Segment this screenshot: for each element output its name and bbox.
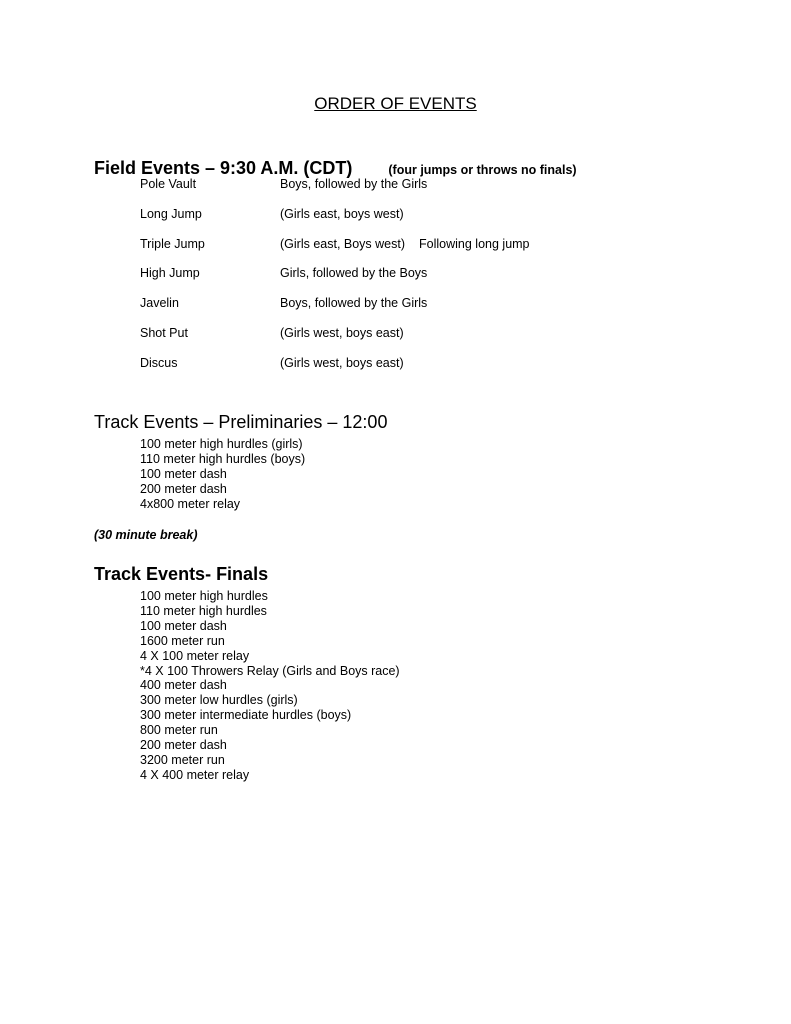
track-prelims-list bbox=[140, 437, 305, 512]
prelim-event-item: 110 meter high hurdles (boys) bbox=[140, 451, 306, 466]
final-event-item: 3200 meter run bbox=[140, 752, 225, 767]
field-event-name: High Jump bbox=[140, 266, 200, 281]
prelim-event-item: 100 meter dash bbox=[140, 466, 227, 481]
field-event-detail: (Girls west, boys east) bbox=[280, 355, 404, 370]
field-event-row bbox=[140, 205, 530, 235]
prelim-event-item: 200 meter dash bbox=[140, 481, 227, 496]
field-event-row bbox=[140, 354, 530, 384]
field-event-row bbox=[140, 175, 530, 205]
final-event-item: 400 meter dash bbox=[140, 678, 227, 693]
field-event-row bbox=[140, 235, 530, 265]
track-finals-heading: Track Events- Finals bbox=[94, 564, 269, 584]
field-event-detail: (Girls west, boys east) bbox=[280, 325, 404, 340]
prelim-event-item: 4x800 meter relay bbox=[140, 496, 241, 511]
prelim-event-item: 100 meter high hurdles (girls) bbox=[140, 437, 303, 451]
track-prelims-heading: Track Events – Preliminaries – 12:00 bbox=[94, 412, 388, 432]
field-event-detail: Boys, followed by the Girls bbox=[280, 296, 428, 311]
field-event-row bbox=[140, 294, 530, 324]
final-event-item: 110 meter high hurdles bbox=[140, 603, 267, 618]
field-events-note: (four jumps or throws no finals) bbox=[388, 163, 577, 177]
field-event-name: Discus bbox=[140, 355, 178, 370]
final-event-item: 200 meter dash bbox=[140, 738, 227, 753]
field-event-row bbox=[140, 264, 530, 294]
final-event-item: 100 meter high hurdles bbox=[140, 589, 268, 603]
final-event-item: 1600 meter run bbox=[140, 633, 225, 648]
field-event-name: Shot Put bbox=[140, 325, 188, 340]
field-event-detail: Boys, followed by the Girls bbox=[280, 177, 428, 191]
field-events-list bbox=[140, 175, 530, 384]
final-event-item: 800 meter run bbox=[140, 723, 218, 738]
field-event-detail: (Girls east, boys west) bbox=[280, 206, 404, 221]
field-event-detail: Girls, followed by the Boys bbox=[280, 266, 428, 281]
final-event-item: 300 meter intermediate hurdles (boys) bbox=[140, 708, 352, 723]
final-event-item: 4 X 100 meter relay bbox=[140, 648, 250, 663]
field-event-row bbox=[140, 324, 530, 354]
track-finals-list bbox=[140, 589, 400, 783]
field-event-detail: (Girls east, Boys west) bbox=[280, 236, 406, 251]
field-event-name: Pole Vault bbox=[140, 177, 197, 191]
field-event-name: Long Jump bbox=[140, 206, 202, 221]
final-event-item: 4 X 400 meter relay bbox=[140, 767, 250, 782]
field-event-name: Javelin bbox=[140, 296, 179, 311]
final-event-item: 100 meter dash bbox=[140, 618, 227, 633]
field-event-extra: Following long jump bbox=[419, 236, 530, 251]
document-title: ORDER OF EVENTS bbox=[314, 94, 477, 113]
break-note: (30 minute break) bbox=[94, 528, 198, 542]
field-events-heading-text: Field Events – 9:30 A.M. (CDT) bbox=[94, 158, 353, 178]
final-event-item: 300 meter low hurdles (girls) bbox=[140, 693, 298, 708]
final-event-item: *4 X 100 Throwers Relay (Girls and Boys race) bbox=[140, 663, 400, 678]
field-event-name: Triple Jump bbox=[140, 236, 205, 251]
